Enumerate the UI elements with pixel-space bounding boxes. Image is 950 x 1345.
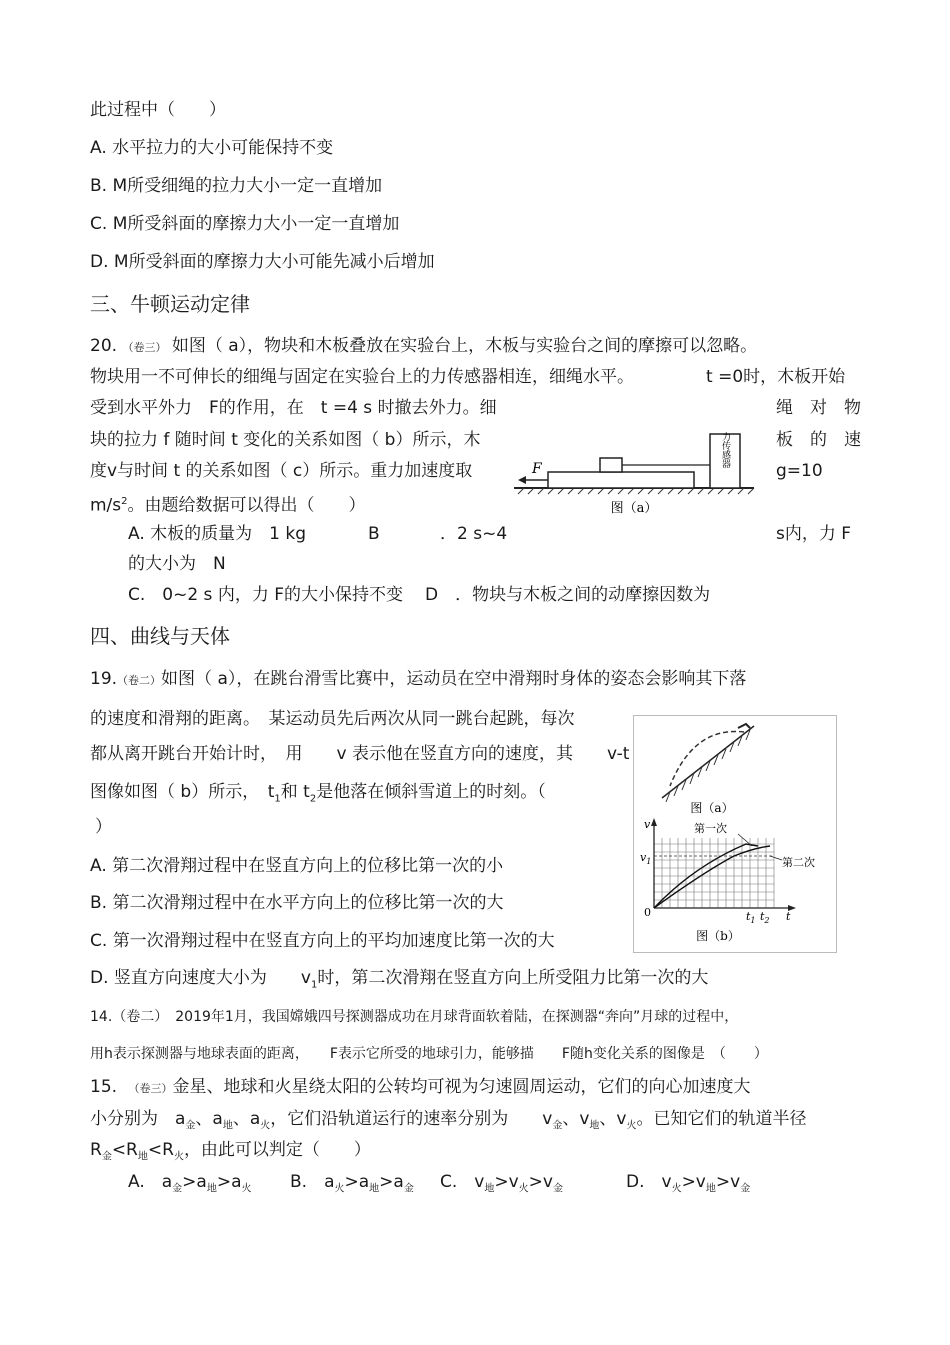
q15-line-1: 15. （卷三）金星、地球和火星绕太阳的公转均可视为匀速圆周运动，它们的向心加速度大: [90, 1077, 751, 1097]
v-axis-label: v: [644, 818, 651, 831]
q20-tag: （卷三）: [122, 341, 167, 354]
q20-line-3-end: 绳 对 物: [776, 398, 861, 418]
q19a-option-a[interactable]: A. 水平拉力的大小可能保持不变: [90, 138, 334, 158]
q19b-line-2: 的速度和滑翔的距离。 某运动员先后两次从同一跳台起跳，每次: [90, 709, 575, 729]
q19a-option-b[interactable]: B. M所受细绳的拉力大小一定一直增加: [90, 176, 383, 196]
q20-line-6: $m/s^2$。由题给数据可以得出（ ）: [90, 495, 366, 516]
q20-line-3: 受到水平外力 F的作用，在 t =4 s 时撤去外力。细: [90, 398, 497, 418]
q19a-option-c[interactable]: C. M所受斜面的摩擦力大小一定一直增加: [90, 214, 400, 234]
q19b-line-5: ）: [95, 817, 112, 837]
arrow-left-icon: [518, 476, 526, 484]
q15-option-a[interactable]: A. $a_金>a_地>a_火$: [128, 1172, 252, 1195]
figure-a-caption: 图（a）: [690, 801, 734, 815]
q15-option-c[interactable]: C. $v_地>v_火>v_金$: [440, 1172, 563, 1195]
q20-line-2-end: t =0时，木板开始: [706, 367, 846, 387]
sensor-label: 力传感器: [720, 432, 730, 468]
force-label: F: [532, 461, 542, 477]
origin-label: 0: [644, 906, 651, 919]
t1-label: $t_1$: [746, 910, 756, 925]
q15-line-3: $R_金<R_地<R_火$，由此可以判定（ ）: [90, 1140, 371, 1163]
q19b-option-d[interactable]: D. 竖直方向速度大小为 $v_1$时，第二次滑翔在竖直方向上所受阻力比第一次的大: [90, 968, 709, 991]
q15-option-d[interactable]: D. $v_火>v_地>v_金$: [626, 1172, 751, 1195]
figure-a-caption: 图（a）: [610, 501, 658, 516]
second-label: 第二次: [782, 856, 815, 869]
q19b-line-1: 19.（卷二）如图（ a），在跳台滑雪比赛中，运动员在空中滑翔时身体的姿态会影响其下落: [90, 669, 747, 689]
q15-option-b[interactable]: B. $a_火>a_地>a_金$: [290, 1172, 414, 1195]
slope: [662, 726, 754, 798]
q20-option-b-cont: 的大小为 N: [128, 554, 226, 574]
q19b-line-3: 都从离开跳台开始计时， 用 v 表示他在竖直方向的速度，其 v-t: [90, 744, 630, 764]
curve-second: [654, 846, 770, 908]
q14-line-2: 用h表示探测器与地球表面的距离， F表示它所受的地球引力，能够描 F随h变化关系的图像是 （ ）: [90, 1046, 768, 1062]
q20-line-1: 20. （卷三） 如图（ a），物块和木板叠放在实验台上，木板与实验台之间的摩擦可以忽略。: [90, 336, 758, 356]
q20-line-4: 块的拉力 f 随时间 t 变化的关系如图（ b）所示，木: [90, 430, 481, 450]
q20-line-5-end: g=10: [776, 461, 823, 481]
q19b-tag: （卷二）: [117, 674, 162, 687]
v1-label: $v_1$: [640, 851, 652, 866]
q20-option-b-letter[interactable]: B: [368, 524, 380, 544]
q20-line-4-end: 板 的 速: [776, 430, 861, 450]
q19b-option-b[interactable]: B. 第二次滑翔过程中在水平方向上的位移比第一次的大: [90, 893, 504, 913]
q19b-option-c[interactable]: C. 第一次滑翔过程中在竖直方向上的平均加速度比第一次的大: [90, 931, 555, 951]
q19b-figures: [633, 715, 837, 953]
q20-line-2: 物块用一不可伸长的细绳与固定在实验台上的力传感器相连，细绳水平。: [90, 367, 634, 387]
q14-line-1: 14.（卷二） 2019年1月，我国嫦娥四号探测器成功在月球背面软着陆，在探测器“奔向”月球的过程中，: [90, 1009, 739, 1025]
q20-figure-a: [510, 418, 758, 518]
q19b-option-a[interactable]: A. 第二次滑翔过程中在竖直方向上的位移比第一次的小: [90, 856, 504, 876]
section-title-curve: 四、曲线与天体: [90, 624, 230, 648]
q19a-option-d[interactable]: D. M所受斜面的摩擦力大小可能先减小后增加: [90, 252, 435, 272]
t-axis-label: t: [786, 910, 791, 923]
q19b-line-4: 图像如图（ b）所示， $t_1$和 $t_2$是他落在倾斜雪道上的时刻。（: [90, 782, 546, 805]
q20-option-d[interactable]: D ．物块与木板之间的动摩擦因数为: [425, 585, 711, 605]
q20-option-b-mid: ．2 s~4: [440, 524, 508, 544]
trajectory: [670, 731, 744, 786]
q20-option-a[interactable]: A. 木板的质量为 1 kg: [128, 524, 306, 544]
q19a-stem-tail: 此过程中（ ）: [90, 100, 226, 120]
q20-option-c[interactable]: C. 0~2 s 内，力 F的大小保持不变: [128, 585, 403, 605]
t2-label: $t_2$: [760, 910, 770, 925]
first-label: 第一次: [694, 822, 727, 835]
q15-line-2: 小分别为 $a_金$、$a_地$、$a_火$，它们沿轨道运行的速率分别为 $v_金$、$v_地$、$v_火$。已知它们的轨道半径: [90, 1109, 807, 1132]
figure-b-caption: 图（b）: [696, 929, 740, 943]
q20-line-5: 度v与时间 t 的关系如图（ c）所示。重力加速度取: [90, 461, 473, 481]
q20-option-b-end: s内，力 F: [776, 524, 852, 544]
board: [548, 472, 694, 488]
block: [600, 458, 622, 472]
q15-tag: （卷三）: [134, 1082, 173, 1095]
skier-icon: [738, 724, 750, 728]
arrow-up-icon: [651, 818, 657, 826]
section-title-newton: 三、牛顿运动定律: [90, 292, 250, 316]
